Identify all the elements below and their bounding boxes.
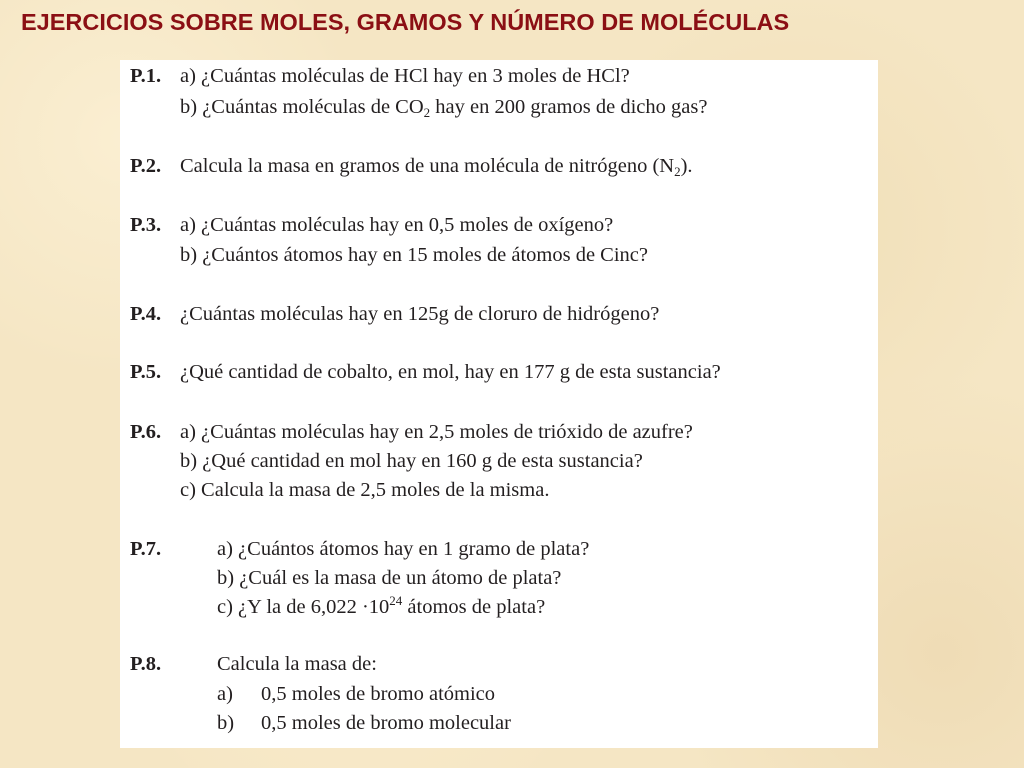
problem-5-label: P.5.	[130, 361, 162, 383]
problem-7-b: b) ¿Cuál es la masa de un átomo de plata?	[217, 567, 562, 589]
problem-3-a: a) ¿Cuántas moléculas hay en 0,5 moles de oxígeno?	[180, 214, 614, 236]
page-title: EJERCICIOS SOBRE MOLES, GRAMOS Y NÚMERO DE MOLÉCULAS	[21, 9, 790, 35]
problem-7-label: P.7.	[130, 538, 162, 560]
problem-8-label: P.8.	[130, 653, 162, 675]
problem-3-b: b) ¿Cuántos átomos hay en 15 moles de átomos de Cinc?	[180, 244, 648, 266]
problem-1-a: a) ¿Cuántas moléculas de HCl hay en 3 moles de HCl?	[180, 65, 630, 87]
problem-1-label: P.1.	[130, 65, 162, 87]
problem-4-text: ¿Cuántas moléculas hay en 125g de cloruro de hidrógeno?	[180, 303, 660, 325]
problem-8-intro: Calcula la masa de:	[217, 653, 377, 675]
problem-6-b: b) ¿Qué cantidad en mol hay en 160 g de esta sustancia?	[180, 450, 643, 472]
problem-7-c: c) ¿Y la de $6,022 \cdot 10^{24}$ átomos de plata?	[217, 593, 546, 618]
problem-8-b-text: 0,5 moles de bromo molecular	[261, 712, 511, 734]
problem-5-text: ¿Qué cantidad de cobalto, en mol, hay en 177 g de esta sustancia?	[180, 361, 721, 383]
problem-2-text: Calcula la masa en gramos de una molécula de nitrógeno $(N_2)$.	[180, 155, 693, 179]
problem-7-a: a) ¿Cuántos átomos hay en 1 gramo de plata?	[217, 538, 590, 560]
problem-6-c: c) Calcula la masa de 2,5 moles de la misma.	[180, 479, 550, 501]
problem-3-label: P.3.	[130, 214, 162, 236]
problem-6-a: a) ¿Cuántas moléculas hay en 2,5 moles de trióxido de azufre?	[180, 421, 693, 443]
problem-6-label: P.6.	[130, 421, 162, 443]
problem-8-a-text: 0,5 moles de bromo atómico	[261, 683, 495, 705]
problem-8-a-marker: a)	[217, 683, 233, 705]
problem-4-label: P.4.	[130, 303, 162, 325]
problem-1-b: b) ¿Cuántas moléculas de $CO_2$ hay en 200 gramos de dicho gas?	[180, 96, 708, 120]
exercise-sheet	[120, 60, 878, 748]
problem-2-label: P.2.	[130, 155, 162, 177]
problem-8-b-marker: b)	[217, 712, 235, 734]
